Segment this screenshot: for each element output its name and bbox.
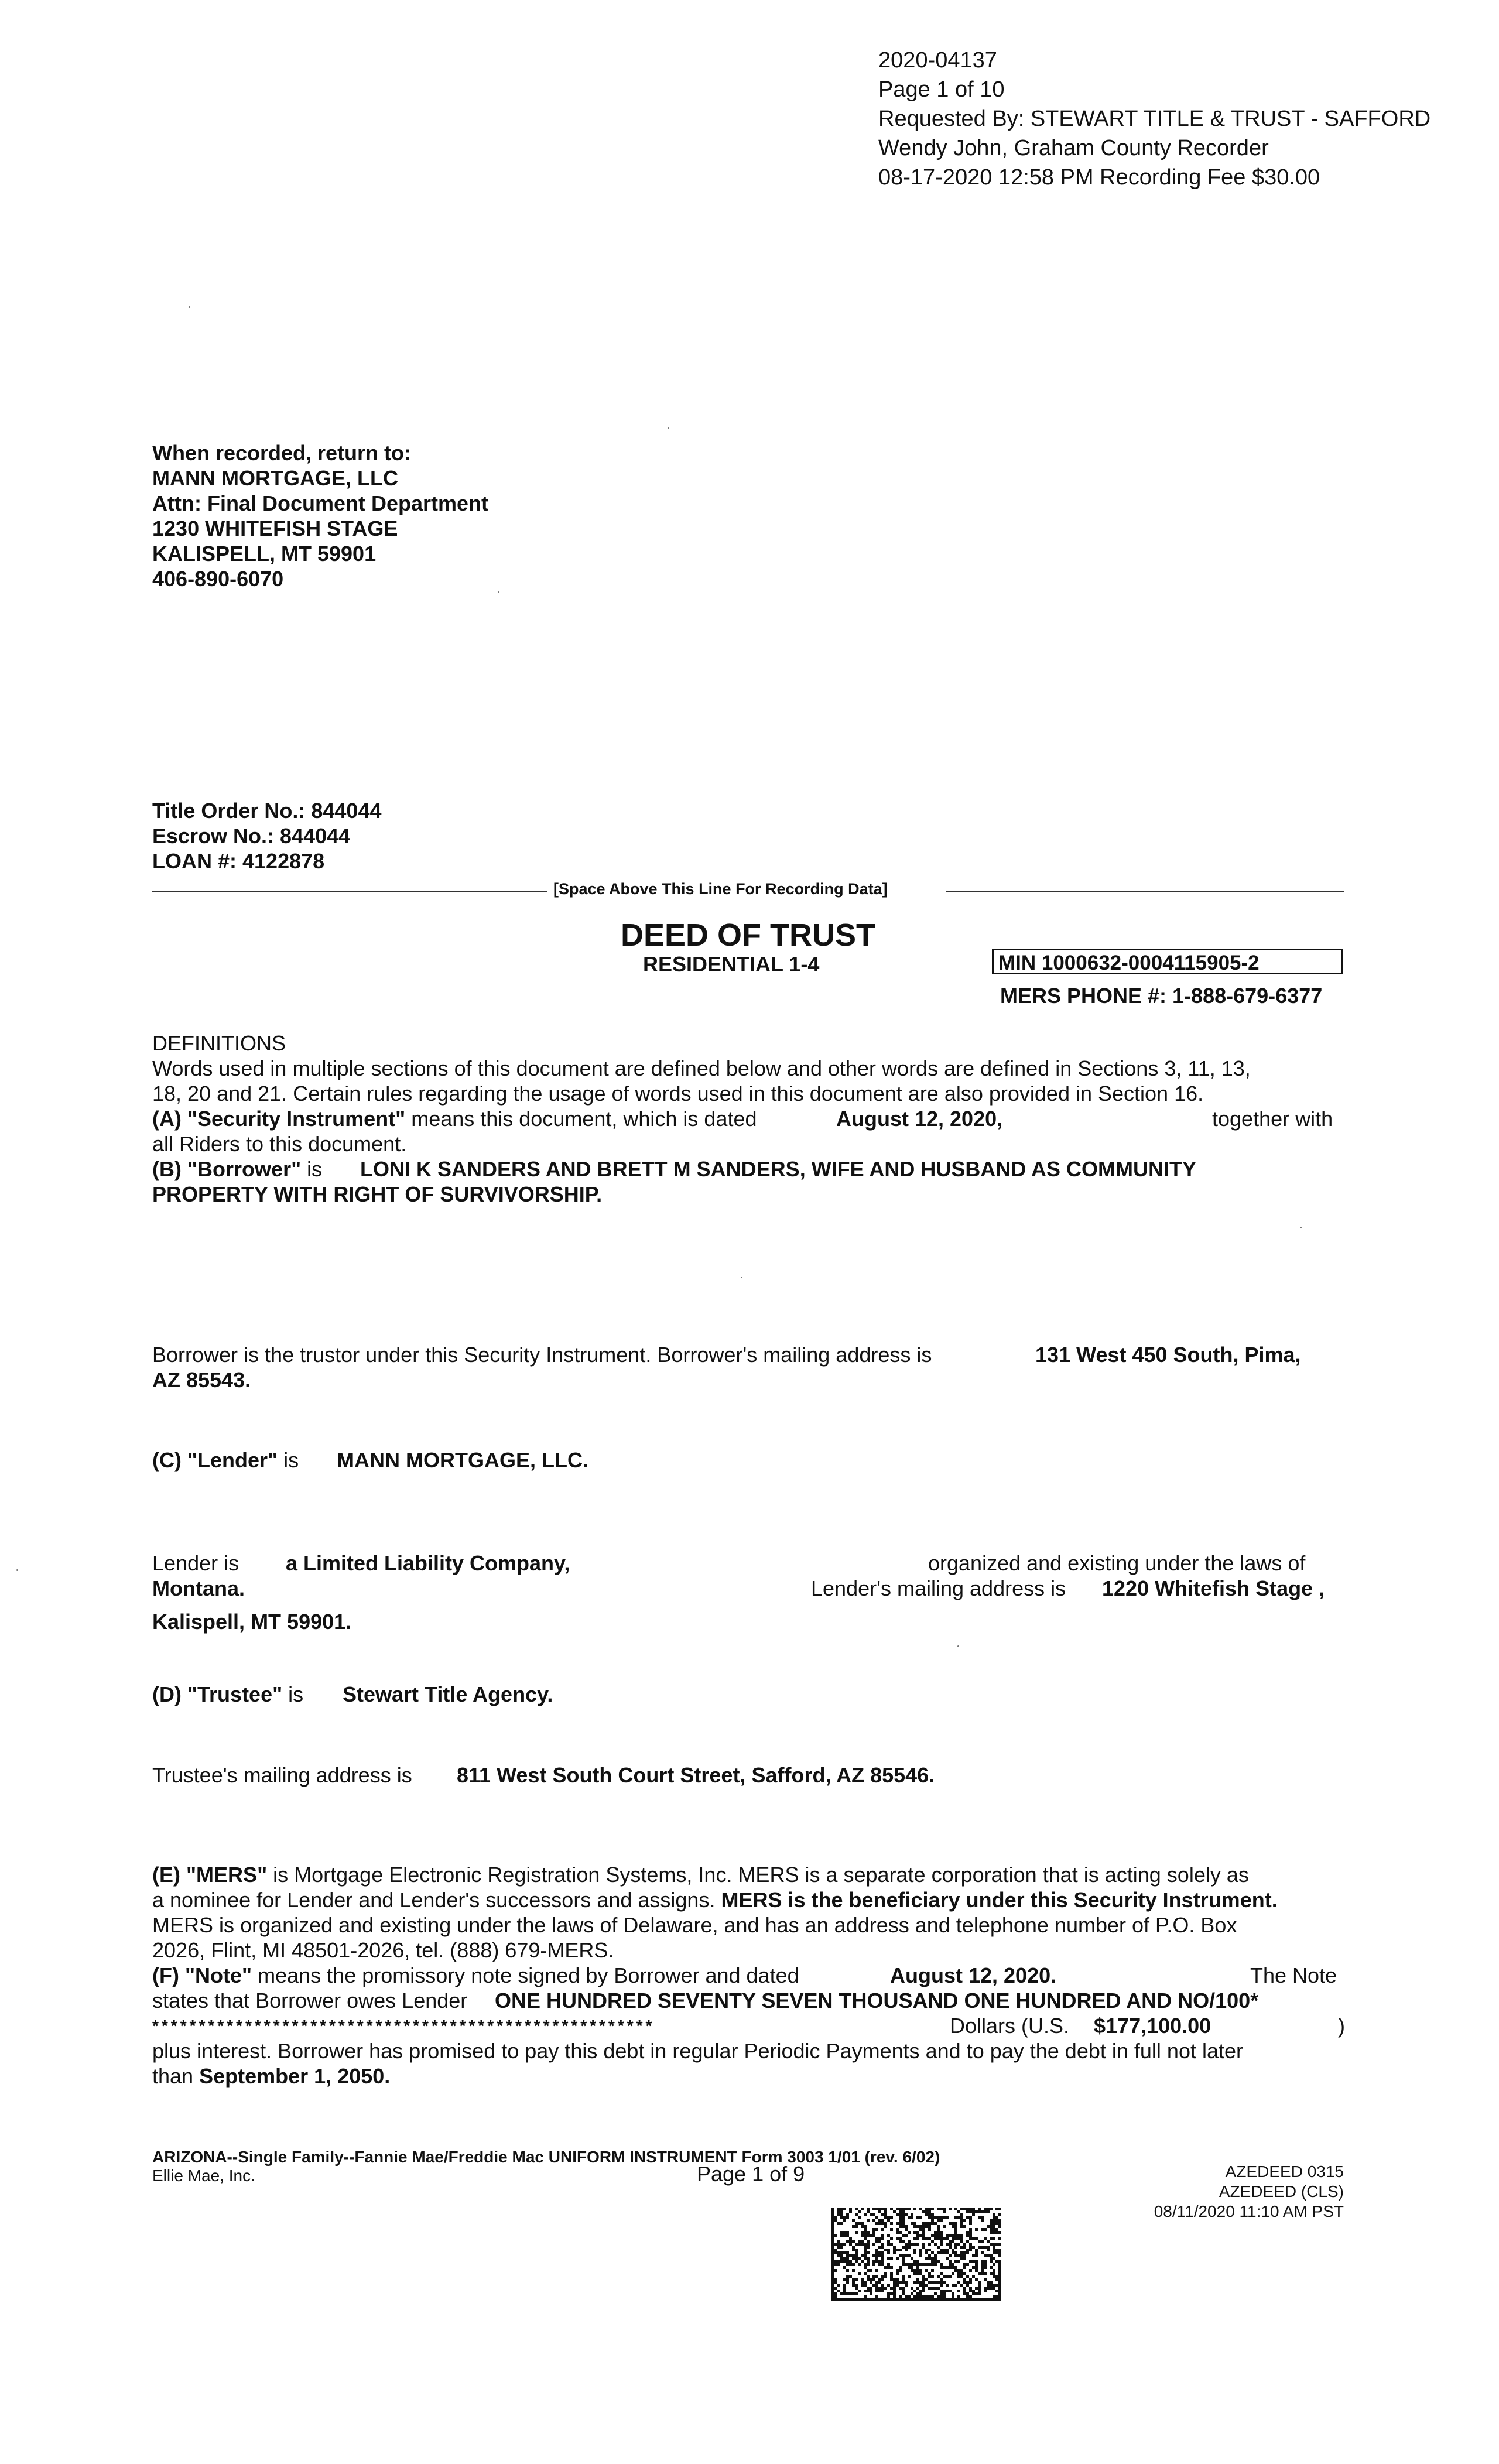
page-number: Page 1 of 9 [697, 2162, 805, 2186]
lender-address: 1220 Whitefish Stage , [1102, 1576, 1325, 1600]
document-number: 2020-04137 [878, 48, 997, 73]
form-timestamp: 08/11/2020 11:10 AM PST [1154, 2202, 1344, 2220]
return-attn: Attn: Final Document Department [152, 491, 489, 515]
definition-e-text2: a nominee for Lender and Lender's successors and assigns. [152, 1888, 721, 1912]
recording-stamp [878, 46, 1430, 192]
return-city: KALISPELL, MT 59901 [152, 542, 377, 566]
definitions-intro-line2: 18, 20 and 21. Certain rules regarding the usage of words used in this document are also provided in Section 16. [152, 1082, 1204, 1106]
return-label: When recorded, return to: [152, 441, 412, 465]
scan-speck [668, 427, 669, 429]
definition-f-line4: plus interest. Borrower has promised to pay this debt in regular Periodic Payments and to pay the debt in full not later [152, 2039, 1243, 2063]
definition-c-is: is [278, 1448, 299, 1472]
recording-space-label: [Space Above This Line For Recording Data] [553, 880, 888, 898]
form-codes [1154, 2162, 1344, 2222]
definition-d-is: is [282, 1682, 304, 1706]
dollars-label: Dollars (U.S. [950, 2014, 1070, 2038]
definitions-intro-line1: Words used in multiple sections of this document are defined below and other words are defined in Sections 3, 11, 13, [152, 1056, 1251, 1080]
note-amount: $177,100.00 [1094, 2014, 1211, 2038]
document-title: DEED OF TRUST [621, 918, 876, 953]
definition-c [152, 1447, 299, 1473]
return-address-block [152, 440, 488, 591]
page-count: Page 1 of 10 [878, 77, 1005, 102]
scan-speck [741, 1277, 742, 1278]
scan-speck [498, 591, 499, 593]
security-instrument-date: August 12, 2020, [836, 1107, 1003, 1131]
return-name: MANN MORTGAGE, LLC [152, 466, 398, 490]
note-date: August 12, 2020. [890, 1963, 1057, 1987]
lender-entity-type: a Limited Liability Company, [286, 1551, 570, 1575]
lender-is-text: Lender is [152, 1551, 239, 1575]
min-number-box: MIN 1000632-0004115905-2 [992, 949, 1343, 974]
definition-e-label: (E) "MERS" [152, 1863, 268, 1887]
lender-address-text: Lender's mailing address is [811, 1576, 1066, 1600]
definition-a-tail: together with [1212, 1107, 1333, 1131]
than-text: than [152, 2064, 194, 2088]
borrower-names-line1: LONI K SANDERS AND BRETT M SANDERS, WIFE AND HUSBAND AS COMMUNITY [360, 1157, 1196, 1181]
scan-speck [957, 1645, 959, 1647]
form-identifier: ARIZONA--Single Family--Fannie Mae/Freddie Mac UNIFORM INSTRUMENT Form 3003 1/01 (rev. 6/02) [152, 2148, 940, 2166]
maturity-date: September 1, 2050. [199, 2064, 391, 2088]
definition-f-line1 [152, 1963, 799, 1988]
form-code-2: AZEDEED (CLS) [1219, 2182, 1344, 2201]
form-code-1: AZEDEED 0315 [1225, 2162, 1344, 2181]
amount-close-paren: ) [1338, 2014, 1345, 2038]
definition-a-label: (A) "Security Instrument" [152, 1107, 406, 1131]
borrower-address-line2: AZ 85543. [152, 1368, 251, 1392]
definition-e-line2 [152, 1887, 1278, 1912]
loan-number: LOAN #: 4122878 [152, 849, 325, 873]
definition-a-line2: all Riders to this document. [152, 1132, 407, 1156]
definition-f-line2: states that Borrower owes Lender [152, 1989, 468, 2013]
definition-d [152, 1682, 303, 1707]
definition-e-line1 [152, 1862, 1249, 1887]
divider-left [152, 891, 547, 892]
definition-b-is: is [301, 1157, 323, 1181]
definition-f-text: means the promissory note signed by Borrower and dated [252, 1963, 799, 1987]
requested-by: Requested By: STEWART TITLE & TRUST - SAFFORD [878, 107, 1431, 131]
lender-state: Montana. [152, 1576, 245, 1600]
definition-c-label: (C) "Lender" [152, 1448, 278, 1472]
definition-f-tail: The Note [1250, 1963, 1337, 1987]
definition-f-label: (F) "Note" [152, 1963, 252, 1987]
borrower-address-line1: 131 West 450 South, Pima, [1035, 1343, 1301, 1367]
recording-date-fee: 08-17-2020 12:58 PM Recording Fee $30.00 [878, 165, 1320, 190]
mers-beneficiary-statement: MERS is the beneficiary under this Security Instrument. [721, 1888, 1278, 1912]
trustee-name: Stewart Title Agency. [343, 1682, 553, 1706]
scan-speck [16, 1569, 18, 1571]
return-phone: 406-890-6070 [152, 567, 284, 591]
definition-e-line3: MERS is organized and existing under the laws of Delaware, and has an address and telephone number of P.O. Box [152, 1913, 1237, 1937]
title-order-number: Title Order No.: 844044 [152, 799, 382, 823]
definition-e-line4: 2026, Flint, MI 48501-2026, tel. (888) 679-MERS. [152, 1938, 614, 1962]
vendor-name: Ellie Mae, Inc. [152, 2167, 255, 2185]
county-recorder: Wendy John, Graham County Recorder [878, 136, 1269, 160]
definition-b-line1 [152, 1156, 322, 1182]
trustee-address-text: Trustee's mailing address is [152, 1763, 412, 1787]
2d-barcode-icon [831, 2208, 1001, 2301]
divider-right [946, 891, 1344, 892]
scan-speck [189, 306, 190, 308]
definition-d-label: (D) "Trustee" [152, 1682, 283, 1706]
trustee-address: 811 West South Court Street, Safford, AZ 85546. [457, 1763, 935, 1787]
definition-e-text1: is Mortgage Electronic Registration Systems, Inc. MERS is a separate corporation that is acting solely as [267, 1863, 1249, 1887]
return-street: 1230 WHITEFISH STAGE [152, 516, 398, 540]
lender-name: MANN MORTGAGE, LLC. [337, 1448, 588, 1472]
organized-text: organized and existing under the laws of [928, 1551, 1306, 1575]
definition-b-label: (B) "Borrower" [152, 1157, 302, 1181]
trustor-text: Borrower is the trustor under this Security Instrument. Borrower's mailing address is [152, 1343, 932, 1367]
document-subtitle: RESIDENTIAL 1-4 [643, 952, 820, 976]
borrower-names-line2: PROPERTY WITH RIGHT OF SURVIVORSHIP. [152, 1182, 603, 1206]
definition-f-line5 [152, 2063, 390, 2089]
note-amount-words: ONE HUNDRED SEVENTY SEVEN THOUSAND ONE HUNDRED AND NO/100* [495, 1989, 1259, 2013]
definitions-heading: DEFINITIONS [152, 1031, 286, 1055]
mers-phone: MERS PHONE #: 1-888-679-6377 [1000, 984, 1323, 1008]
escrow-number: Escrow No.: 844044 [152, 824, 351, 848]
order-info-block [152, 798, 382, 874]
scan-speck [1300, 1227, 1302, 1228]
definition-a-line1 [152, 1106, 757, 1131]
note-amount-stars: ****************************************************** [152, 2017, 655, 2035]
definition-a-text: means this document, which is dated [405, 1107, 757, 1131]
lender-city: Kalispell, MT 59901. [152, 1610, 352, 1634]
